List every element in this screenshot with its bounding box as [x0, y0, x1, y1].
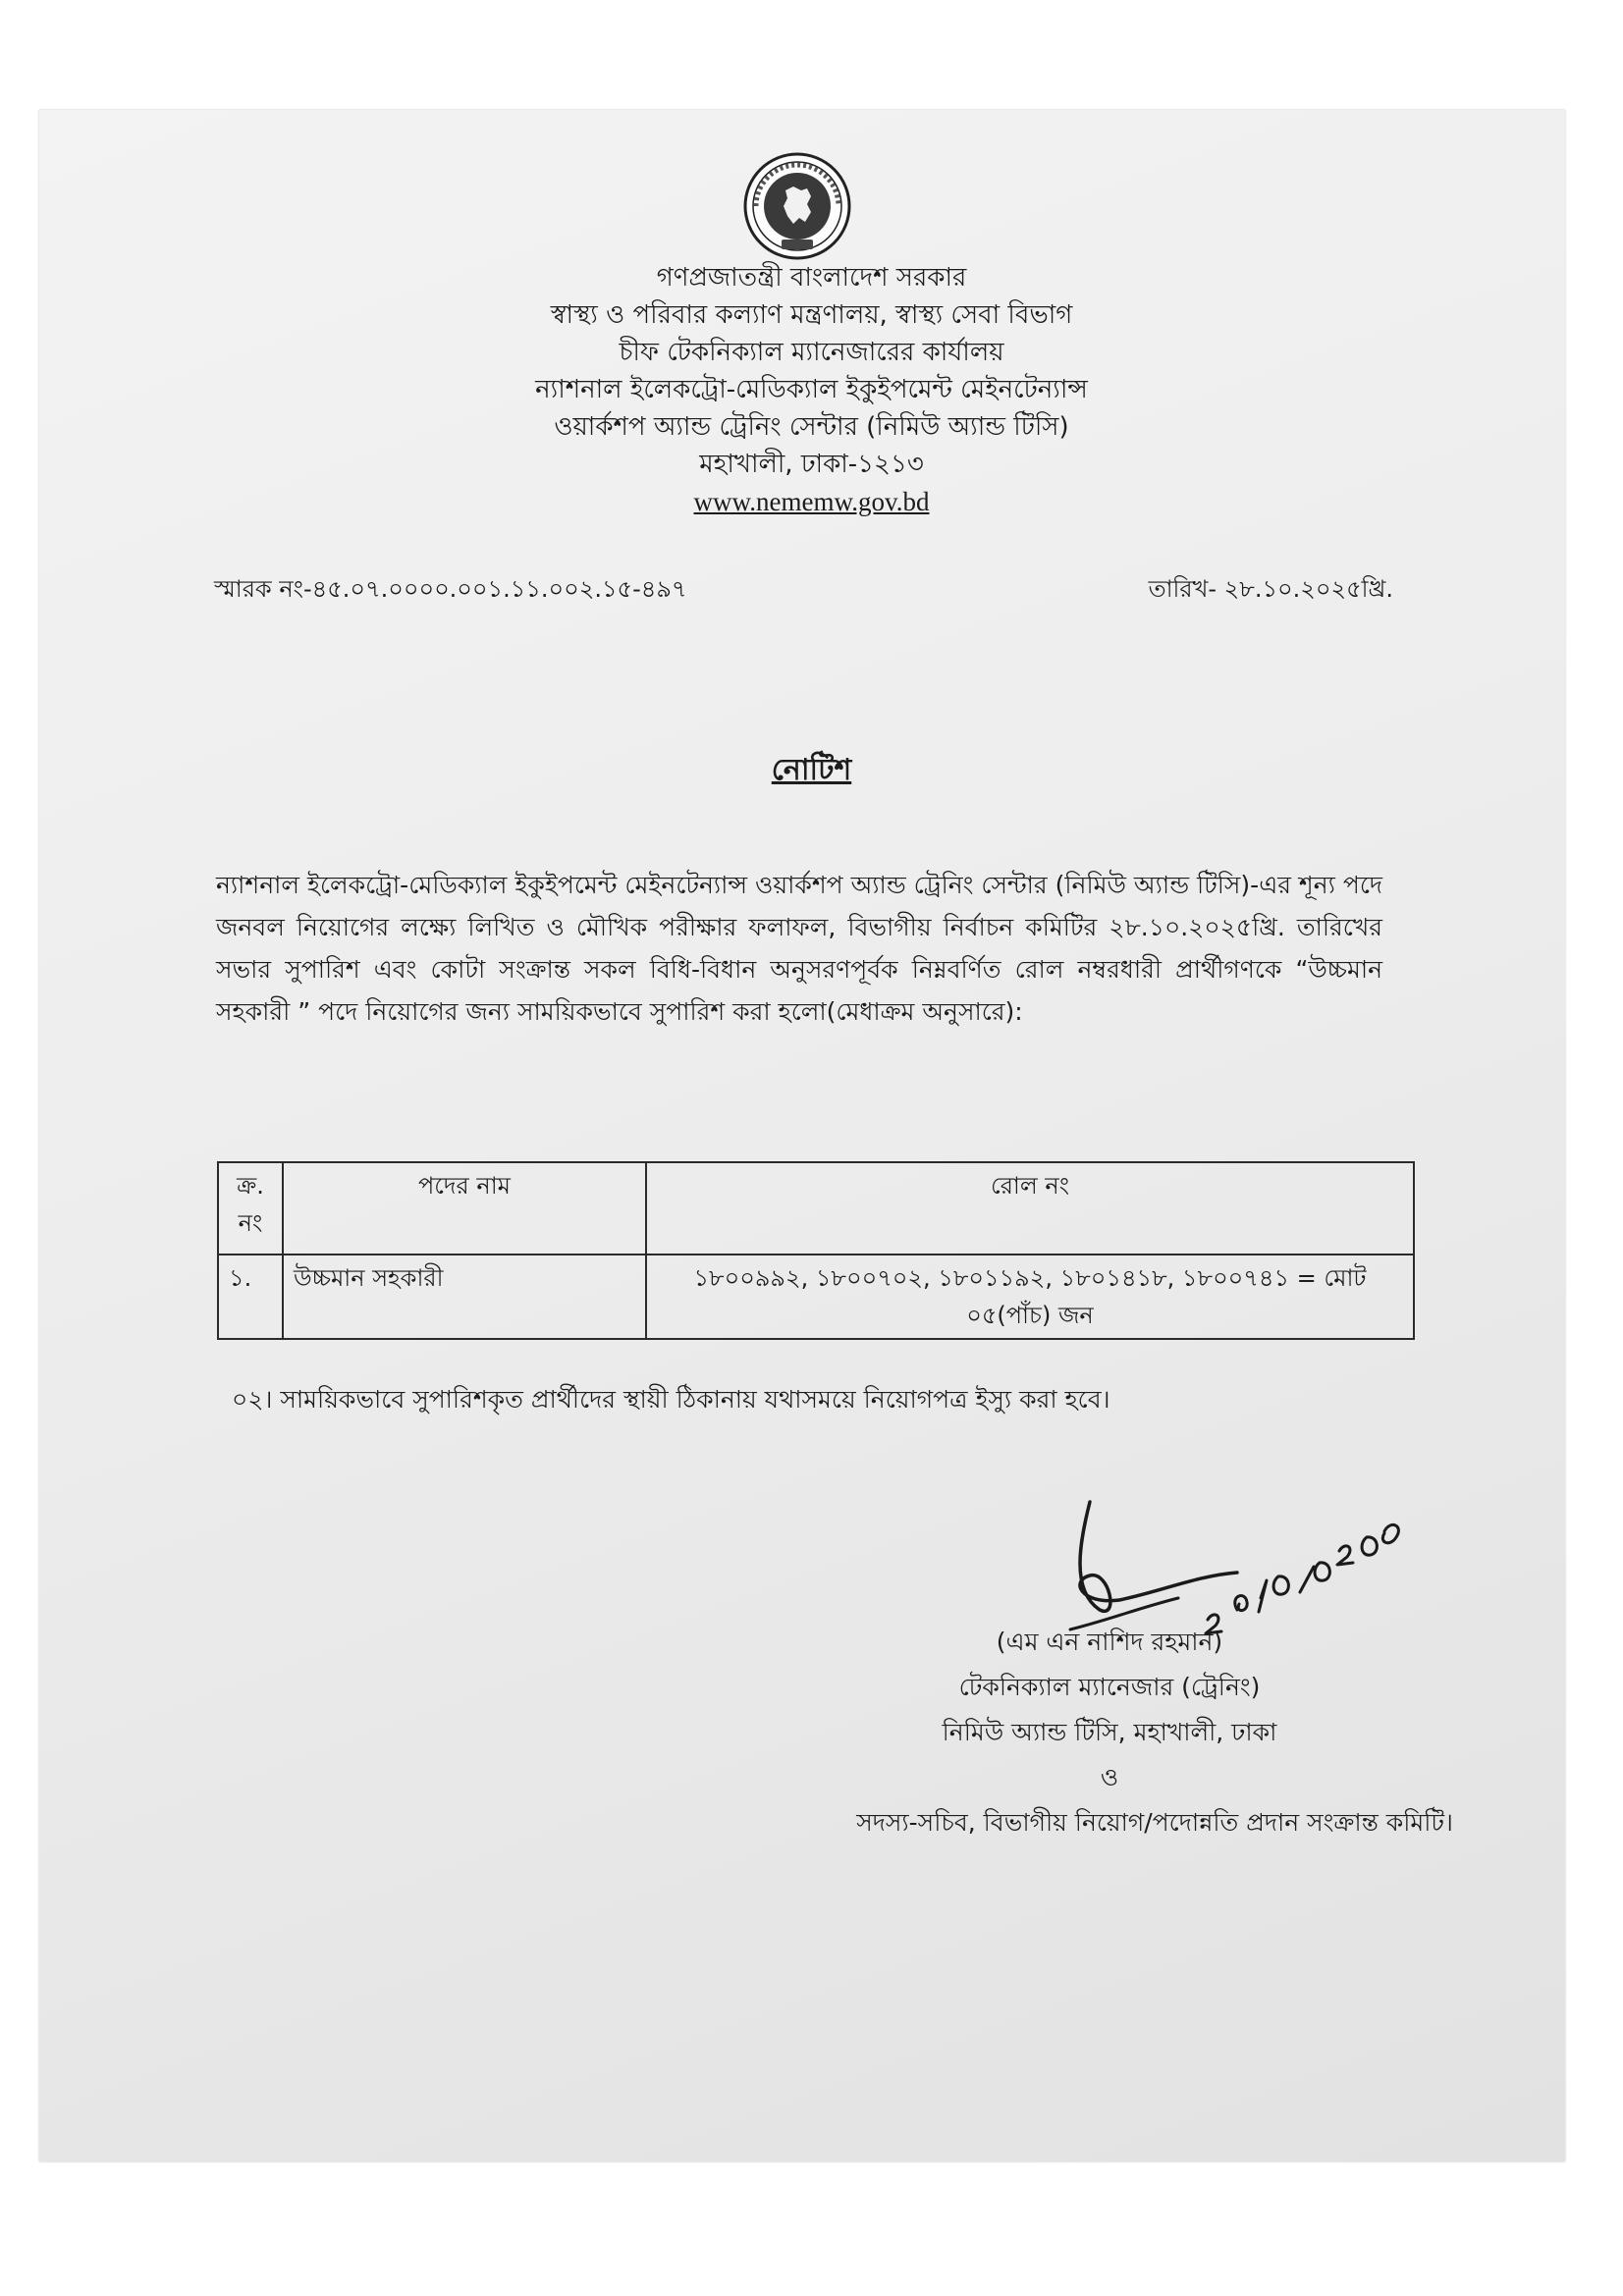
header-government: গণপ্রজাতন্ত্রী বাংলাদেশ সরকার [656, 263, 967, 293]
letterhead [0, 259, 1623, 520]
table-header-row [218, 1162, 1414, 1255]
header-address: মহাখালী, ঢাকা-১২১৩ [699, 450, 924, 479]
col-roll-header: রোল নং [646, 1162, 1414, 1255]
header-institute-cont: ওয়ার্কশপ অ্যান্ড ট্রেনিং সেন্টার (নিমিউ অ্যান্ড টিসি) [554, 412, 1069, 442]
roll-table [217, 1161, 1415, 1340]
cell-post: উচ্চমান সহকারী [283, 1255, 646, 1339]
col-serial-header: ক্র. নং [218, 1162, 283, 1255]
signatory-name: (এম এন নাশিদ রহমান) [996, 1628, 1223, 1656]
signatory-office: নিমিউ অ্যান্ড টিসি, মহাখালী, ঢাকা [942, 1718, 1277, 1746]
website-link[interactable]: www.nememw.gov.bd [693, 487, 930, 516]
cell-rolls: ১৮০০৯৯২, ১৮০০৭০২, ১৮০১১৯২, ১৮০১৪১৮, ১৮০০৭৪১ = মোট ০৫(পাঁচ) জন [646, 1255, 1414, 1339]
header-ministry: স্বাস্থ্য ও পরিবার কল্যাণ মন্ত্রণালয়, স্বাস্থ্য সেবা বিভাগ [550, 300, 1073, 330]
notice-title: নোটিশ [771, 753, 852, 787]
cell-serial: ১. [218, 1255, 283, 1339]
memo-number: স্মারক নং-৪৫.০৭.০০০০.০০১.১১.০০২.১৫-৪৯৭ [214, 575, 687, 603]
signature-block [746, 1620, 1473, 1845]
table-row [218, 1255, 1414, 1339]
signatory-committee-role: সদস্য-সচিব, বিভাগীয় নিয়োগ/পদোন্নতি প্রদান সংক্রান্ত কমিটি। [856, 1808, 1453, 1837]
point-two: ০২। সাময়িকভাবে সুপারিশকৃত প্রার্থীদের স্থায়ী ঠিকানায় যথাসময়ে নিয়োগপত্র ইস্যু করা হবে। [232, 1385, 1110, 1414]
body-paragraph: ন্যাশনাল ইলেকট্রো-মেডিক্যাল ইকুইপমেন্ট মেইনটেন্যান্স ওয়ার্কশপ অ্যান্ড ট্রেনিং সেন্টার (নিমিউ অ্যান্ড টিসি)-এর শূন্য পদে জনবল নিয়োগের লক্ষ্যে লিখিত ও মৌখিক পরীক্ষার ফলাফল, বিভাগীয় নির্বাচন কমিটির ২৮.১০.২০২৫খ্রি. তারিখের সভার সুপারিশ এবং কোটা সংক্রান্ত সকল বিধি-বিধান অনুসরণপূর্বক নিম্নবর্ণিত রোল নম্বরধারী প্রার্থীগণকে “উচ্চমান সহকারী ” পদে নিয়োগের জন্য সাময়িকভাবে সুপারিশ করা হলো(মেধাক্রম অনুসারে): [216, 871, 1382, 1026]
government-emblem-icon [742, 151, 852, 261]
header-institute: ন্যাশনাল ইলেকট্রো-মেডিক্যাল ইকুইপমেন্ট মেইনটেন্যান্স [535, 375, 1088, 404]
signatory-conjunction: ও [1100, 1763, 1119, 1791]
memo-date: তারিখ- ২৮.১০.২০২৫খ্রি. [1148, 575, 1393, 603]
header-office: চীফ টেকনিক্যাল ম্যানেজারের কার্যালয় [619, 338, 1004, 367]
signatory-designation: টেকনিক্যাল ম্যানেজার (ট্রেনিং) [958, 1673, 1261, 1701]
col-post-header: পদের নাম [283, 1162, 646, 1255]
